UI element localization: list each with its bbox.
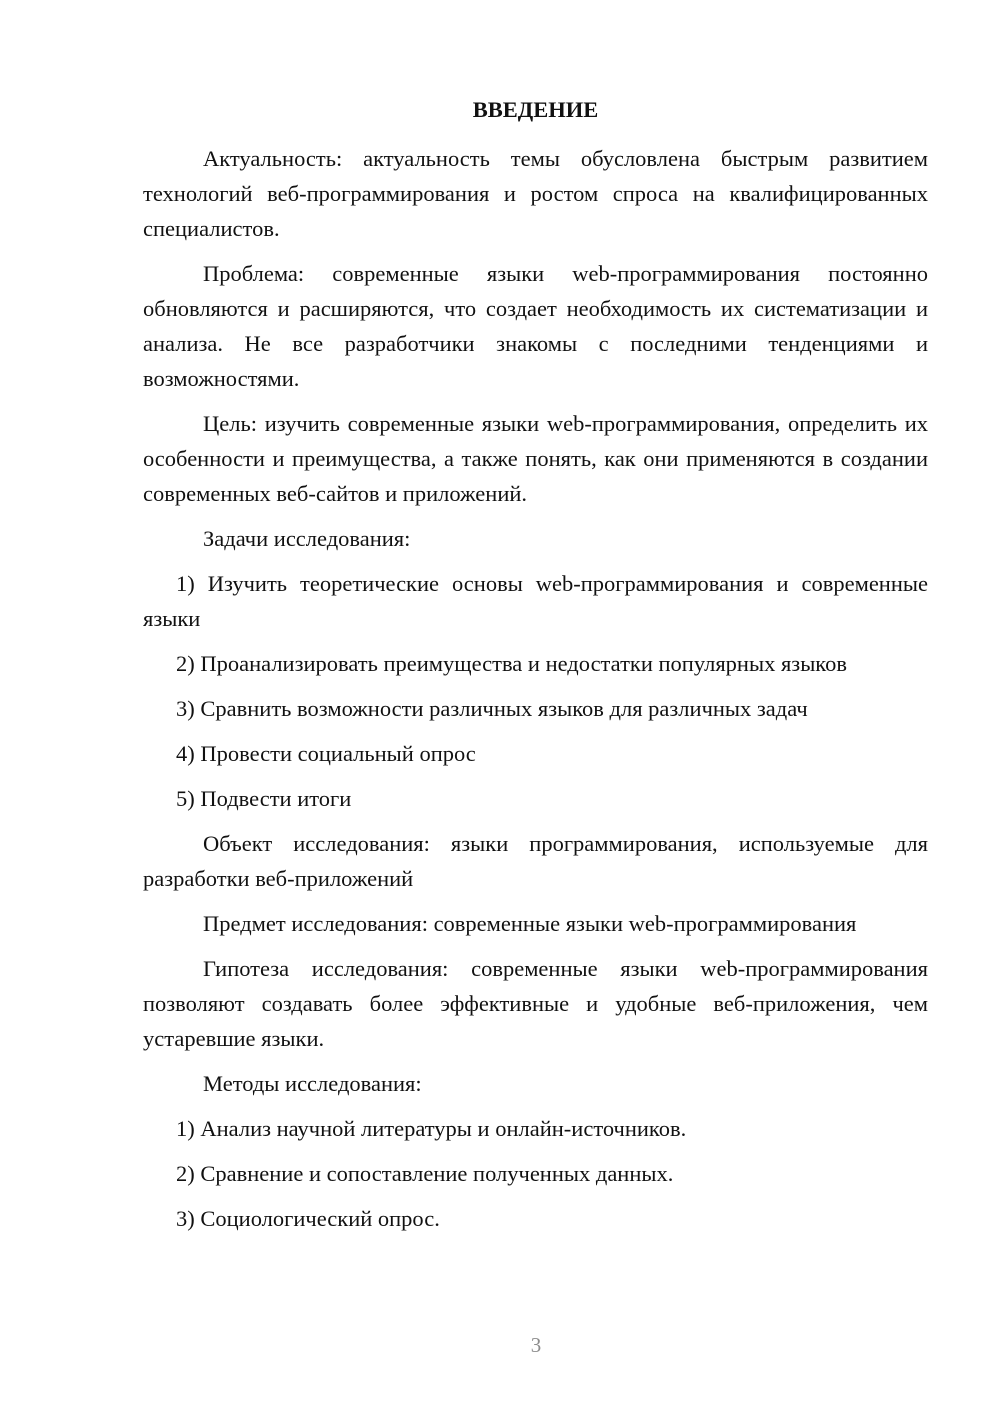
page-number: 3 <box>530 1333 542 1357</box>
methods-heading: Методы исследования: <box>203 1071 422 1096</box>
paragraph-goal: Цель: изучить современные языки web-программирования, определить их особенности и преимущества, а также понять, как они применяются в создании современных веб-сайтов и приложений. <box>143 411 928 506</box>
method-item-1: 1) Анализ научной литературы и онлайн-источников. <box>176 1116 687 1141</box>
paragraph-relevance: Актуальность: актуальность темы обусловлена быстрым развитием технологий веб-программирования и ростом спроса на квалифицированных специалистов. <box>143 146 928 241</box>
task-item-4: 4) Провести социальный опрос <box>176 741 476 766</box>
task-item-1: 1) Изучить теоретические основы web-программирования и современные языки <box>143 571 928 631</box>
paragraph-problem: Проблема: современные языки web-программирования постоянно обновляются и расширяются, что создает необходимость их систематизации и анализа. Не все разработчики знакомы с последними тенденциями и возможностями. <box>143 261 928 391</box>
paragraph-hypothesis: Гипотеза исследования: современные языки web-программирования позволяют создавать более эффективные и удобные веб-приложения, чем устаревшие языки. <box>143 956 928 1051</box>
task-item-5: 5) Подвести итоги <box>176 786 352 811</box>
method-item-3: 3) Социологический опрос. <box>176 1206 440 1231</box>
task-item-2: 2) Проанализировать преимущества и недостатки популярных языков <box>176 651 847 676</box>
tasks-heading: Задачи исследования: <box>203 526 411 551</box>
task-item-3: 3) Сравнить возможности различных языков для различных задач <box>176 696 808 721</box>
paragraph-subject: Предмет исследования: современные языки web-программирования <box>203 911 857 936</box>
method-item-2: 2) Сравнение и сопоставление полученных данных. <box>176 1161 674 1186</box>
paragraph-object: Объект исследования: языки программирования, используемые для разработки веб-приложений <box>143 831 928 891</box>
document-page <box>143 92 928 1246</box>
page-title: ВВЕДЕНИЕ <box>472 97 599 122</box>
